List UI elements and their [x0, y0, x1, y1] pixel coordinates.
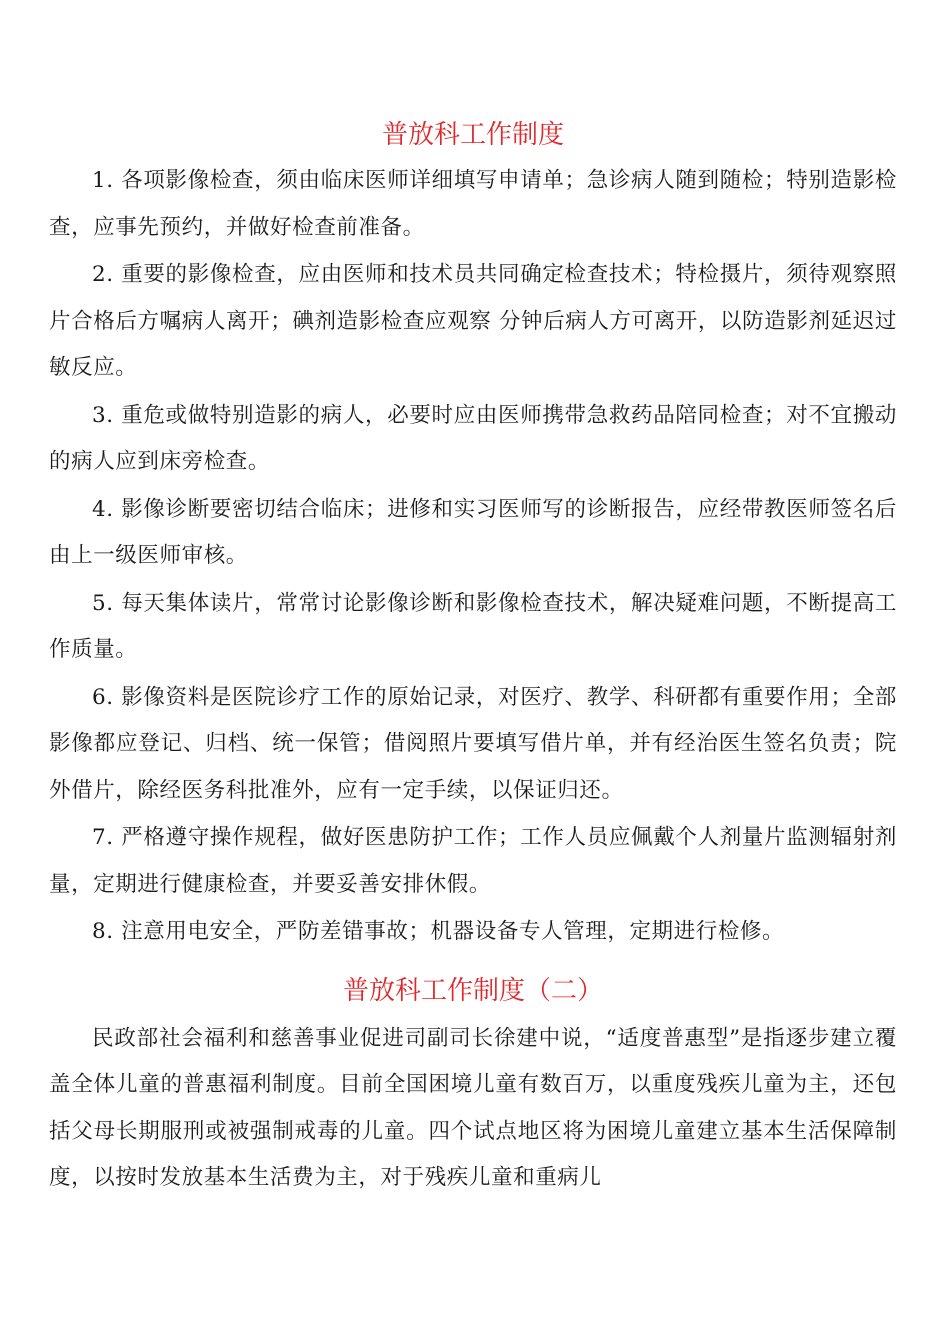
section-title-2: 普放科工作制度（二） — [342, 975, 603, 1006]
rule-item-3: 3. 重危或做特别造影的病人，必要时应由医师携带急救药品陪同检查；对不宜搬动的病人应到床旁检查。 — [49, 402, 897, 474]
document-page — [49, 112, 897, 1202]
rule-item-7: 7. 严格遵守操作规程，做好医患防护工作；工作人员应佩戴个人剂量片监测辐射剂量，定期进行健康检查，并要妥善安排休假。 — [49, 825, 897, 897]
rule-item-4: 4. 影像诊断要密切结合临床；进修和实习医师写的诊断报告，应经带教医师签名后由上一级医师审核。 — [49, 496, 897, 568]
rule-item-5: 5. 每天集体读片，常常讨论影像诊断和影像检查技术，解决疑难问题，不断提高工作质量。 — [49, 590, 897, 662]
rule-item-2: 2. 重要的影像检查，应由医师和技术员共同确定检查技术；特检摄片，须待观察照片合格后方嘱病人离开；碘剂造影检查应观察 分钟后病人方可离开，以防造影剂延迟过敏反应。 — [49, 262, 897, 380]
rule-item-6: 6. 影像资料是医院诊疗工作的原始记录，对医疗、教学、科研都有重要作用；全部影像都应登记、归档、统一保管；借阅照片要填写借片单，并有经治医生签名负责；院外借片，除经医务科批准外，应有一定手续，以保证归还。 — [49, 684, 897, 803]
section-2-paragraph: 民政部社会福利和慈善事业促进司副司长徐建中说，“适度普惠型”是指逐步建立覆盖全体儿童的普惠福利制度。目前全国困境儿童有数百万，以重度残疾儿童为主，还包括父母长期服刑或被强制戒毒的儿童。四个试点地区将为困境儿童建立基本生活保障制度，以按时发放基本生活费为主，对于残疾儿童和重病儿 — [49, 1025, 897, 1190]
document-title: 普放科工作制度 — [381, 120, 564, 150]
rule-item-1: 1. 各项影像检查，须由临床医师详细填写申请单；急诊病人随到随检；特别造影检查，应事先预约，并做好检查前准备。 — [49, 168, 897, 240]
rule-item-8: 8. 注意用电安全，严防差错事故；机器设备专人管理，定期进行检修。 — [92, 919, 785, 944]
